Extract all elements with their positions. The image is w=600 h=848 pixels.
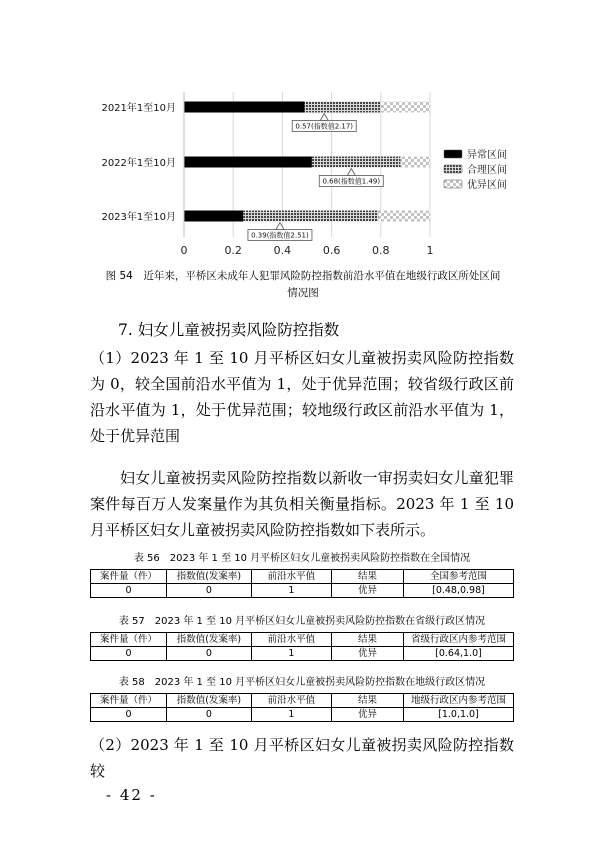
figure-caption-line2: 情况图 bbox=[287, 287, 319, 299]
paragraph-1: （1）2023 年 1 至 10 月平桥区妇女儿童被拐卖风险防控指数为 0，较全国前沿水平值为 1，处于优异范围；较省级行政区前沿水平值为 1，处于优异范围；较地级行政区前沿水平值为 1，处于优异范围 bbox=[90, 349, 514, 445]
y-category-label: 2022年1至10月 bbox=[101, 158, 176, 169]
table-57 bbox=[90, 632, 514, 661]
table-56 bbox=[90, 569, 514, 598]
chart-svg bbox=[0, 0, 600, 270]
table-header-cell: 前沿水平值 bbox=[251, 633, 331, 647]
table-cell: 0 bbox=[167, 584, 252, 598]
legend-label: 合理区间 bbox=[467, 165, 507, 176]
x-tick-label: 0.2 bbox=[224, 244, 242, 257]
page-number: - 42 - bbox=[106, 786, 157, 804]
table-cell: [1.0,1.0] bbox=[403, 708, 513, 722]
figure-caption-line1: 图 54 近年来，平桥区未成年人犯罪风险防控指数前沿水平值在地级行政区所处区间 bbox=[105, 270, 501, 282]
table-header-row bbox=[91, 694, 514, 708]
table-header-row bbox=[91, 570, 514, 584]
section-heading: 7. 妇女儿童被拐卖风险防控指数 bbox=[118, 321, 340, 339]
table-cell: 优异 bbox=[332, 708, 404, 722]
table-header-cell: 省级行政区内参考范围 bbox=[403, 633, 513, 647]
marker-label: 0.68(指数值1.49) bbox=[322, 177, 381, 186]
y-category-label: 2021年1至10月 bbox=[101, 103, 176, 114]
table-57-title: 表 57 2023 年 1 至 10 月平桥区妇女儿童被拐卖风险防控指数在省级行政区情况 bbox=[118, 616, 486, 627]
legend-swatch bbox=[444, 165, 462, 173]
x-tick-label: 1 bbox=[426, 244, 434, 257]
table-header-cell: 案件量（件） bbox=[91, 570, 167, 584]
legend-swatch bbox=[444, 180, 462, 188]
bar-chart bbox=[0, 0, 600, 270]
y-category-label: 2023年1至10月 bbox=[101, 212, 176, 223]
table-header-cell: 结果 bbox=[332, 633, 404, 647]
table-header-cell: 前沿水平值 bbox=[251, 694, 331, 708]
marker-pointer bbox=[320, 114, 328, 121]
bar-segment bbox=[243, 211, 378, 222]
table-58 bbox=[90, 693, 514, 722]
table-cell: 0 bbox=[91, 584, 167, 598]
legend-label: 优异区间 bbox=[467, 180, 507, 191]
table-58-title: 表 58 2023 年 1 至 10 月平桥区妇女儿童被拐卖风险防控指数在地级行政区情况 bbox=[118, 677, 486, 688]
table-header-cell: 指数值(发案率) bbox=[167, 570, 252, 584]
legend-label: 异常区间 bbox=[467, 150, 507, 161]
table-row bbox=[91, 647, 514, 661]
bar-segment bbox=[184, 102, 305, 113]
x-tick-label: 0.8 bbox=[372, 244, 390, 257]
table-cell: 优异 bbox=[332, 647, 404, 661]
legend-swatch bbox=[444, 150, 462, 158]
table-row bbox=[91, 584, 514, 598]
table-cell: 0 bbox=[167, 708, 252, 722]
table-cell: 0 bbox=[167, 647, 252, 661]
table-header-cell: 前沿水平值 bbox=[251, 570, 331, 584]
paragraph-3: （2）2023 年 1 至 10 月平桥区妇女儿童被拐卖风险防控指数较 bbox=[90, 736, 514, 780]
bar-segment bbox=[381, 102, 430, 113]
paragraph-2: 妇女儿童被拐卖风险防控指数以新收一审拐卖妇女儿童犯罪案件每百万人发案量作为其负相关衡量指标。2023 年 1 至 10 月平桥区妇女儿童被拐卖风险防控指数如下表所示。 bbox=[90, 469, 514, 539]
table-header-cell: 结果 bbox=[332, 694, 404, 708]
table-cell: 优异 bbox=[332, 584, 404, 598]
table-header-cell: 指数值(发案率) bbox=[167, 633, 252, 647]
table-header-cell: 结果 bbox=[332, 570, 404, 584]
marker-label: 0.39(指数值2.51) bbox=[251, 231, 309, 240]
table-header-cell: 案件量（件） bbox=[91, 694, 167, 708]
marker-pointer bbox=[347, 169, 355, 176]
table-cell: 0 bbox=[91, 647, 167, 661]
table-cell: [0.64,1.0] bbox=[403, 647, 513, 661]
figure-caption bbox=[78, 268, 528, 302]
table-header-row bbox=[91, 633, 514, 647]
marker-label: 0.57(指数值2.17) bbox=[295, 122, 354, 131]
bar-segment bbox=[184, 211, 243, 222]
bar-segment bbox=[400, 157, 430, 168]
bar-segment bbox=[305, 102, 381, 113]
table-cell: 1 bbox=[251, 647, 331, 661]
x-tick-label: 0 bbox=[180, 244, 188, 257]
x-tick-label: 0.6 bbox=[322, 244, 341, 257]
table-cell: [0.48,0.98] bbox=[403, 584, 513, 598]
table-56-title: 表 56 2023 年 1 至 10 月平桥区妇女儿童被拐卖风险防控指数在全国情况 bbox=[133, 553, 471, 564]
table-cell: 0 bbox=[91, 708, 167, 722]
bar-segment bbox=[312, 157, 401, 168]
bar-segment bbox=[184, 157, 312, 168]
table-header-cell: 指数值(发案率) bbox=[167, 694, 252, 708]
table-header-cell: 案件量（件） bbox=[91, 633, 167, 647]
bar-segment bbox=[378, 211, 430, 222]
x-tick-label: 0.4 bbox=[273, 244, 292, 257]
table-header-cell: 全国参考范围 bbox=[403, 570, 513, 584]
table-header-cell: 地级行政区内参考范围 bbox=[403, 694, 513, 708]
table-row bbox=[91, 708, 514, 722]
table-cell: 1 bbox=[251, 584, 331, 598]
table-cell: 1 bbox=[251, 708, 331, 722]
